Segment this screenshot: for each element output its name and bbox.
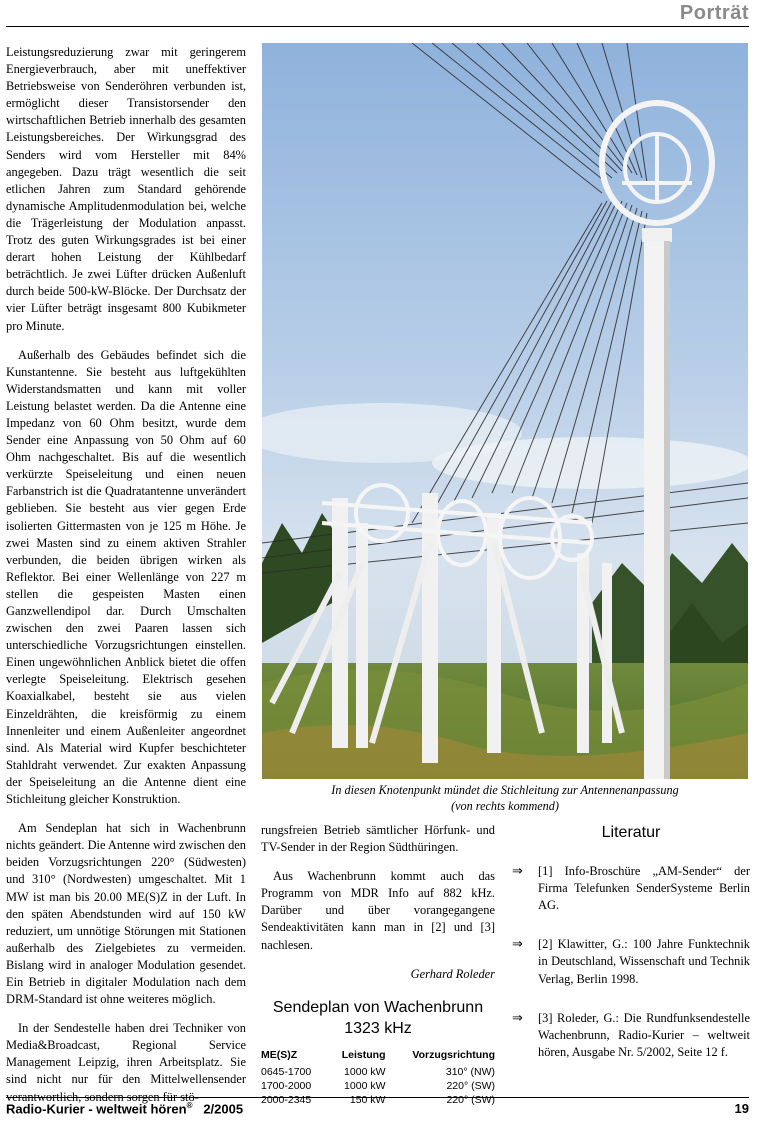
table-cell: 150 kW bbox=[349, 1093, 386, 1106]
sendeplan-title: Sendeplan von Wachenbrunn 1323 kHz bbox=[272, 998, 484, 1037]
table-cell: 310° (NW) bbox=[445, 1065, 495, 1078]
literature-text: [1] Info-Broschüre „AM-Sender“ der Firma Telefunken SenderSysteme Berlin AG. bbox=[538, 864, 750, 913]
literature-item bbox=[512, 936, 750, 987]
column-header: ME(S)Z bbox=[261, 1048, 298, 1061]
table-cell: 2000-2345 bbox=[261, 1093, 312, 1106]
right-column bbox=[512, 822, 750, 1083]
paragraph: Leistungsreduzierung zwar mit geringerem Energieverbrauch, aber mit uneffektiver Betriebsweise von Senderöhren verbunden ist, ermöglicht dieser Transistorsender den wirtschaftlichen Betrieb innerhalb des gesamten Leistungsbereiches. Der Wirkungsgrad des Senders wird vom Hersteller mit 84% angegeben. Dazu trägt wesentlich die seit etlichen Jahren zum Standard gehörende dynamische Amplitudenmodulation bei, welche die Trägerleistung der Modulation anpasst. Trotz des guten Wirkungsgrades ist bei einer derart hohen Leistung der Kühlbedarf beträchtlich. Je zwei Lüfter drücken Außenluft durch beide 500-kW-Blöcke. Der Durchsatz der vier Lüfter beträgt insgesamt 800 Kubikmeter pro Minute. bbox=[6, 45, 246, 333]
table-row bbox=[261, 1065, 495, 1079]
literature-text: [3] Roleder, G.: Die Rundfunksendestelle Wachenbrunn, Radio-Kurier – weltweit hören, Ausgabe Nr. 5/2002, Seite 12 f. bbox=[538, 1010, 750, 1059]
page-number: 19 bbox=[734, 1101, 749, 1116]
arrow-icon: ⇒ bbox=[512, 1010, 523, 1026]
table-header-row bbox=[261, 1047, 495, 1065]
literatur-title: Literatur bbox=[601, 824, 661, 841]
paragraph: Aus Wachenbrunn kommt auch das Programm von MDR Info auf 882 kHz. Darüber und über vorangegangene Sendeaktivitäten kann man in [2] und [3] nachlesen. bbox=[261, 869, 495, 952]
column-header: Leistung bbox=[341, 1048, 386, 1061]
table-cell: 1000 kW bbox=[344, 1079, 386, 1092]
paragraph: Am Sendeplan hat sich in Wachenbrunn nichts geändert. Die Antenne wird zwischen den beiden Vorzugsrichtungen 220° (Südwesten) und 310° (Nordwesten) umgeschaltet. Mit 1 MW ist man bis 20.00 ME(S)Z in der Luft. In den späten Abendstunden wird auf 150 kW reduziert, um unnötige Störungen mit Stationen außerhalb des Zielgebietes zu vermeiden. Bislang wird in analoger Modulation gesendet. Ein Betrieb in digitaler Modulation nach dem DRM-Standard ist ohne weiteres möglich. bbox=[6, 821, 246, 1007]
header-rule bbox=[6, 26, 749, 27]
paragraph: rungsfreien Betrieb sämtlicher Hörfunk- und TV-Sender in der Region Südthüringen. bbox=[261, 823, 495, 855]
table-cell: 220° (SW) bbox=[446, 1093, 495, 1106]
paragraph: In der Sendestelle haben drei Techniker von Media&Broadcast, Regional Service Management Leipzig, ihren Arbeitsplatz. Sie sind nicht nur für den Mittelwellensender verantwortlich, sondern sorgen für stö- bbox=[6, 1021, 246, 1104]
middle-column bbox=[261, 822, 495, 1107]
registered-mark: ® bbox=[186, 1101, 193, 1110]
table-cell: 0645-1700 bbox=[261, 1065, 312, 1078]
left-column bbox=[6, 44, 246, 1118]
literature-text: [2] Klawitter, G.: 100 Jahre Funktechnik in Deutschland, Wissenschaft und Technik Verlag, Berlin 1998. bbox=[538, 937, 750, 986]
arrow-icon: ⇒ bbox=[512, 937, 523, 953]
paragraph: Außerhalb des Gebäudes befindet sich die Kunstantenne. Sie besteht aus luftgekühlten Widerstandsmatten und kann mit voller Leistung belastet werden. Da die Antenne eine Impedanz von 60 Ohm besitzt, wurde dem Sender eine Anpassung von 50 Ohm auf 60 Ohm nachgeschaltet. Bis auf die wesentlich verkürzte Speiseleitung und einen neuen Farbanstrich ist die Quadratantenne unverändert geblieben. Sie besteht aus vier gegen Erde isolierten Gittermasten von je 125 m Höhe. Je zwei Masten sind zu einem aktiven Strahler verbunden, die beiden übrigen wirken als Reflektor. Bei einer Wellenlänge von 227 m stellen die gespeisten Masten einen Ganzwellendipol dar. Durch Umschalten zwischen den zwei Paaren lassen sich unterschiedliche Vorzugsrichtungen einstellen. Einen ungewöhnlichen Anblick bietet die offen verlegte Speiseleitung. Elektrisch gesehen Koaxialkabel, besteht sie aus vielen Einzeldrähten, die kreisförmig zu einem Innenleiter und einem Außenleiter angeordnet sind. Als Material wird Kupfer beschichteter Stahldraht verwendet. Zur exakten Anpassung der Speiseleitung an die Antenne dient eine Stichleitung gleicher Konstruktion. bbox=[6, 347, 246, 807]
table-row bbox=[261, 1093, 495, 1107]
table-row bbox=[261, 1079, 495, 1093]
table-cell: 1000 kW bbox=[344, 1065, 386, 1078]
table-cell: 220° (SW) bbox=[446, 1079, 495, 1092]
footer-rule bbox=[6, 1097, 749, 1098]
literature-item bbox=[512, 1010, 750, 1061]
table-cell: 1700-2000 bbox=[261, 1079, 312, 1092]
antenna-photo bbox=[262, 43, 748, 779]
author-signature: Gerhard Roleder bbox=[410, 966, 495, 981]
literature-item bbox=[512, 863, 750, 914]
photo-caption bbox=[262, 782, 748, 814]
arrow-icon: ⇒ bbox=[512, 864, 523, 880]
caption-line: In diesen Knotenpunkt mündet die Stichleitung zur Antennenanpassung bbox=[331, 783, 679, 797]
column-header: Vorzugsrichtung bbox=[412, 1048, 495, 1061]
publication-line bbox=[6, 1101, 243, 1116]
caption-line: (von rechts kommend) bbox=[451, 799, 559, 813]
issue-number: 2/2005 bbox=[203, 1101, 244, 1117]
publication-name: Radio-Kurier - weltweit hören bbox=[6, 1101, 187, 1117]
section-tag: Porträt bbox=[679, 2, 749, 24]
